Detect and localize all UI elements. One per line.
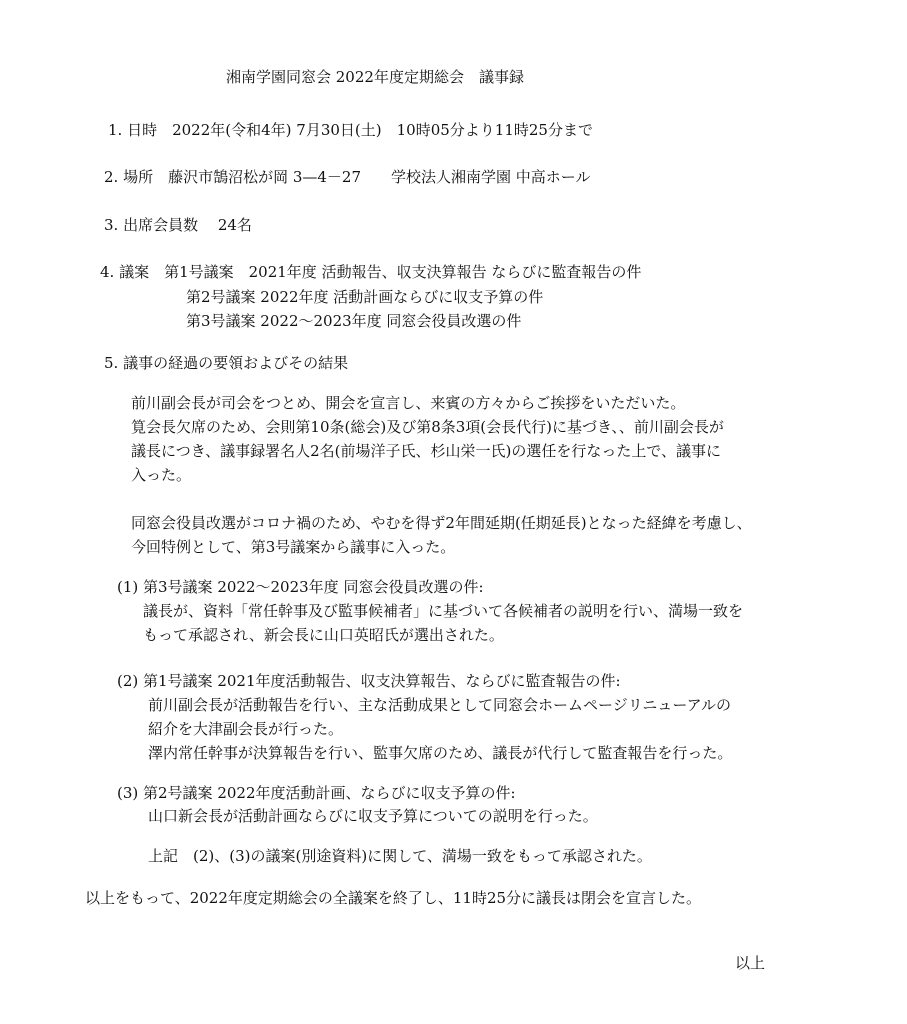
end-mark: 以上 xyxy=(735,954,766,972)
document-title: 湘南学園同窓会 2022年度定期総会 議事録 xyxy=(226,68,524,86)
item-agenda-line-2: 第2号議案 2022年度 活動計画ならびに収支予算の件 xyxy=(186,288,544,306)
sub1-line-2: もって承認され、新会長に山口英昭氏が選出された。 xyxy=(143,626,504,644)
closing-statement: 以上をもって、2022年度定期総会の全議案を終了し、11時25分に議長は閉会を宣言した。 xyxy=(85,889,702,907)
item-datetime: 1. 日時 2022年(令和4年) 7月30日(土) 10時05分より11時25分まで xyxy=(108,121,593,139)
sub2-heading: (2) 第1号議案 2021年度活動報告、収支決算報告、ならびに監査報告の件: xyxy=(117,672,621,690)
approval-note: 上記 (2)、(3)の議案(別途資料)に関して、満場一致をもって承認された。 xyxy=(148,847,652,865)
para1-line-4: 入った。 xyxy=(131,466,192,484)
item-agenda-line-1: 4. 議案 第1号議案 2021年度 活動報告、収支決算報告 ならびに監査報告の件 xyxy=(100,263,642,281)
para2-line-2: 今回特例として、第3号議案から議事に入った。 xyxy=(131,538,456,556)
sub2-line-1: 前川副会長が活動報告を行い、主な活動成果として同窓会ホームページリニューアルの xyxy=(148,696,732,714)
para1-line-1: 前川副会長が司会をつとめ、開会を宣言し、来賓の方々からご挨拶をいただいた。 xyxy=(131,394,686,412)
sub3-line-1: 山口新会長が活動計画ならびに収支予算についての説明を行った。 xyxy=(148,807,598,825)
para1-line-2: 筧会長欠席のため、会則第10条(総会)及び第8条3項(会長代行)に基づき、、前川副会長が xyxy=(131,418,724,436)
proceedings-heading: 5. 議事の経過の要領およびその結果 xyxy=(104,354,349,372)
sub3-heading: (3) 第2号議案 2022年度活動計画、ならびに収支予算の件: xyxy=(117,784,516,802)
item-attendance: 3. 出席会員数 24名 xyxy=(104,216,252,234)
para1-line-3: 議長につき、議事録署名人2名(前場洋子氏、杉山栄一氏)の選任を行なった上で、議事に xyxy=(131,442,722,460)
sub2-line-3: 澤内常任幹事が決算報告を行い、監事欠席のため、議長が代行して監査報告を行った。 xyxy=(148,744,733,762)
para2-line-1: 同窓会役員改選がコロナ禍のため、やむを得ず2年間延期(任期延長)となった経緯を考慮し、 xyxy=(131,514,752,532)
sub1-heading: (1) 第3号議案 2022～2023年度 同窓会役員改選の件: xyxy=(117,578,484,596)
sub1-line-1: 議長が、資料「常任幹事及び監事候補者」に基づいて各候補者の説明を行い、満場一致を xyxy=(143,602,744,620)
item-agenda-line-3: 第3号議案 2022～2023年度 同窓会役員改選の件 xyxy=(186,312,522,330)
item-location: 2. 場所 藤沢市鵠沼松が岡 3—4－27 学校法人湘南学園 中高ホール xyxy=(104,168,591,186)
sub2-line-2: 紹介を大津副会長が行った。 xyxy=(148,720,344,738)
